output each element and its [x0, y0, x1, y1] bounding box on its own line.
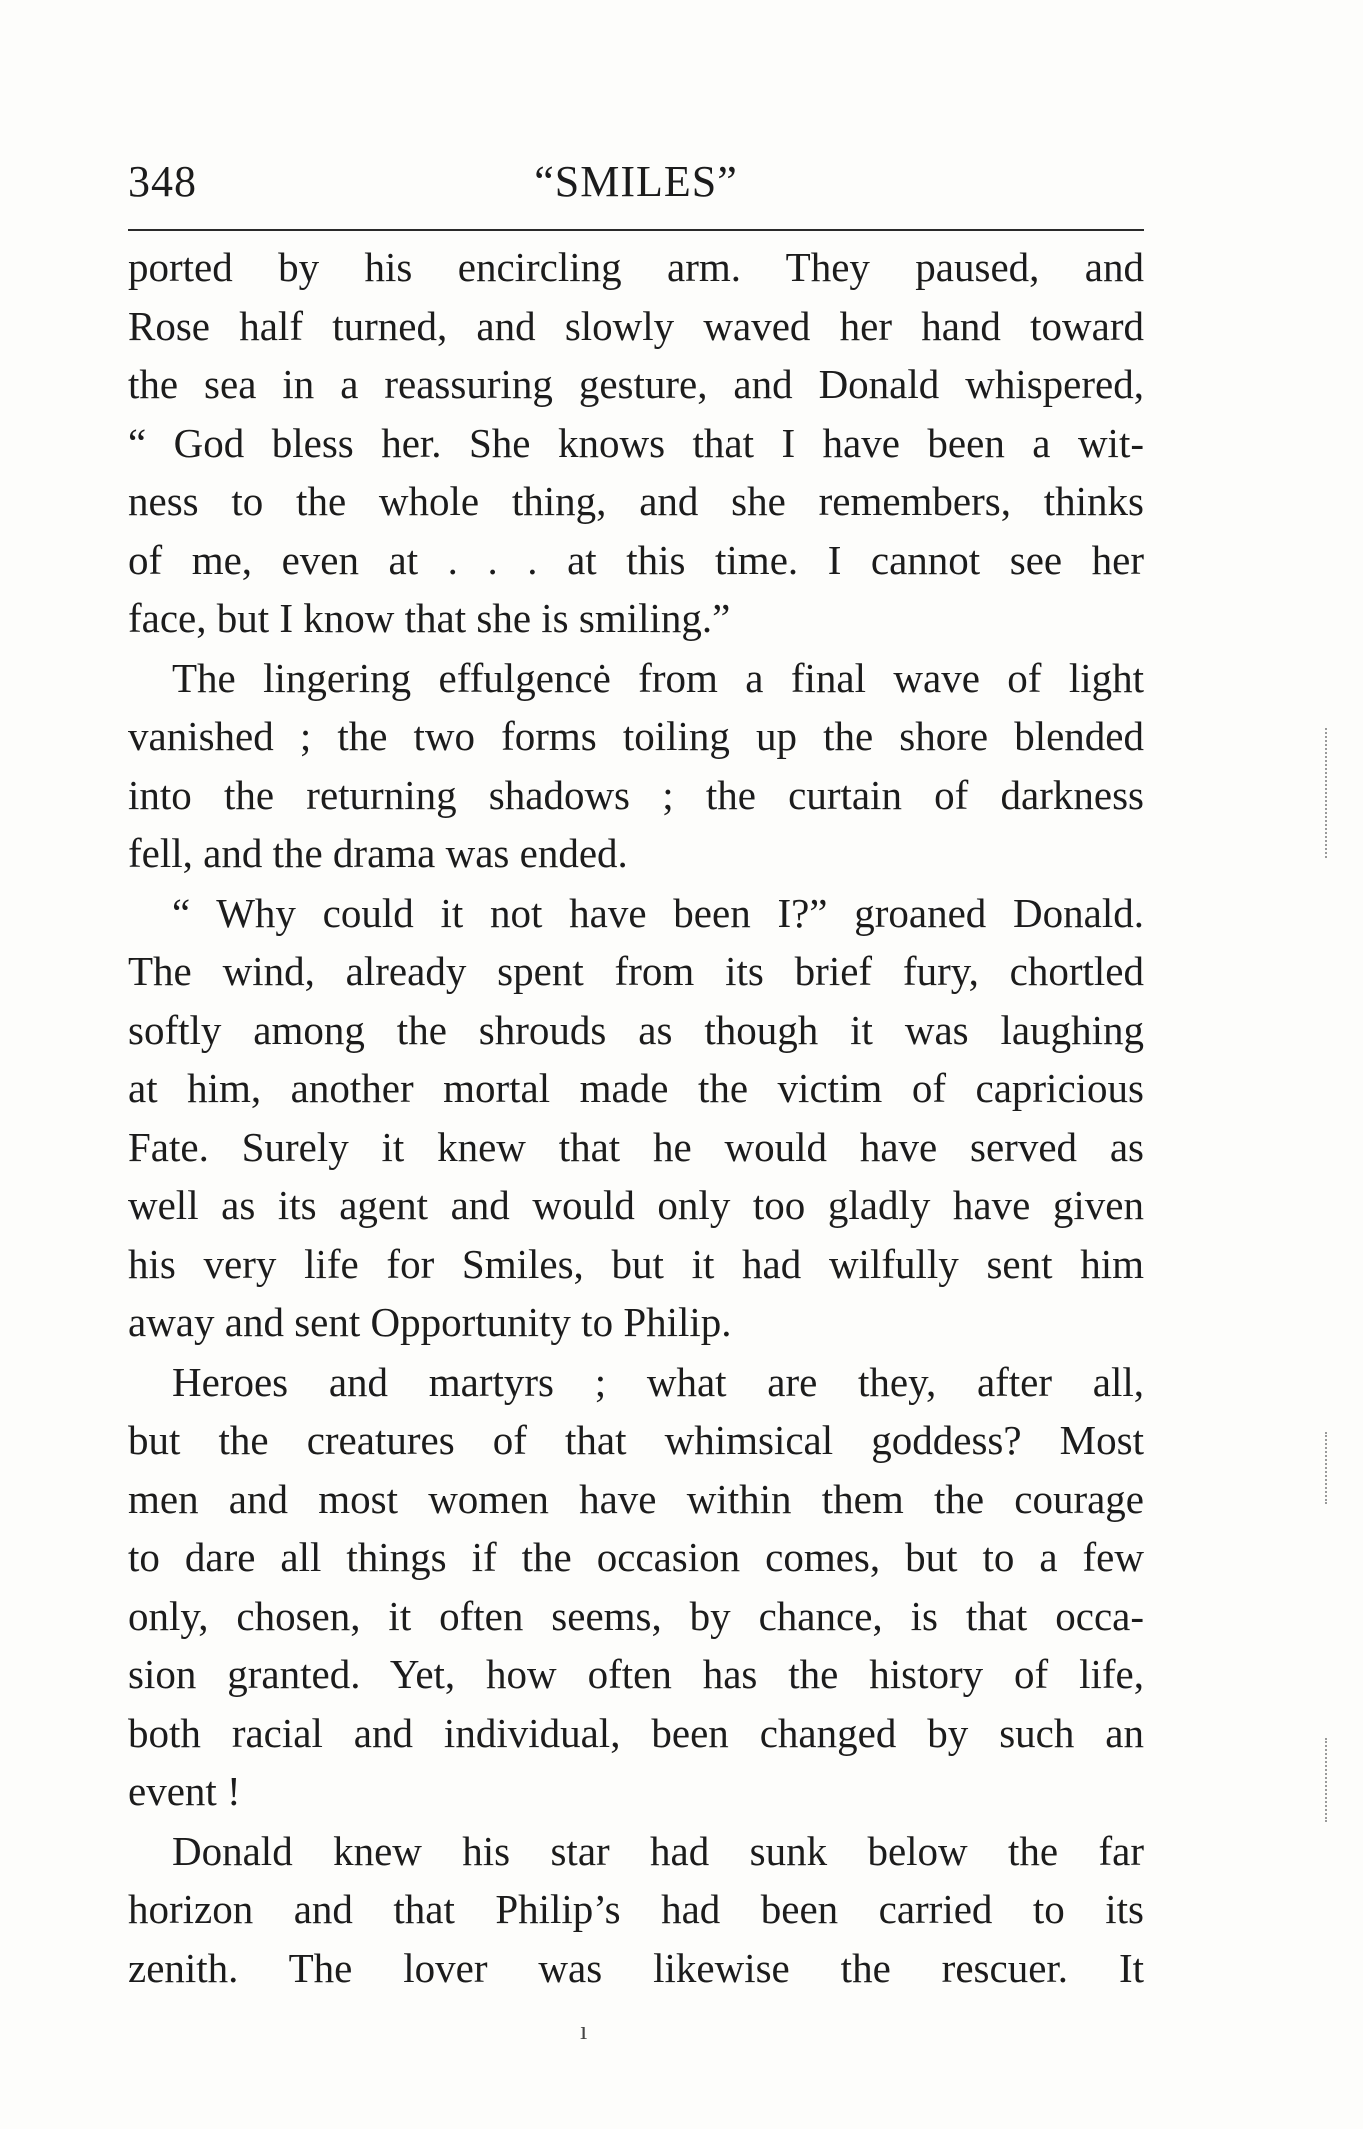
text-line: “ Why could it not have been I?” groaned Donald. — [172, 889, 1144, 936]
text-line: fell, and the drama was ended. — [128, 830, 628, 876]
paragraph — [128, 1353, 1144, 1821]
text-line: event ! — [128, 1768, 241, 1814]
footer-mark: ı — [580, 2016, 588, 2045]
text-line: his very life for Smiles, but it had wilfully sent him — [128, 1240, 1144, 1287]
text-line: at him, another mortal made the victim of capricious — [128, 1065, 1144, 1111]
text-line: “ God bless her. She knows that I have been a wit- — [128, 419, 1144, 466]
text-line: Fate. Surely it knew that he would have served as — [128, 1123, 1144, 1170]
paragraph — [128, 238, 1144, 648]
text-line: of me, even at . . . at this time. I cannot see her — [128, 536, 1144, 583]
text-line: Donald knew his star had sunk below the far — [172, 1827, 1144, 1874]
text-line: vanished ; the two forms toiling up the shore blended — [128, 713, 1144, 759]
paragraph — [128, 884, 1144, 1352]
text-line: ness to the whole thing, and she remembers, thinks — [128, 478, 1144, 524]
text-line: well as its agent and would only too gladly have given — [128, 1182, 1144, 1228]
text-line: face, but I know that she is smiling.” — [128, 595, 731, 641]
body-text — [128, 238, 1144, 1997]
text-line: Heroes and martyrs ; what are they, after all, — [172, 1358, 1144, 1405]
text-line: zenith. The lover was likewise the rescuer. It — [128, 1944, 1144, 1991]
text-line: sion granted. Yet, how often has the history of life, — [128, 1651, 1144, 1697]
running-title: “SMILES” — [534, 157, 738, 206]
text-line: The lingering effulgencė from a final wave of light — [172, 654, 1144, 701]
text-line: into the returning shadows ; the curtain of darkness — [128, 771, 1144, 818]
text-line: The wind, already spent from its brief fury, chortled — [128, 948, 1144, 994]
text-line: only, chosen, it often seems, by chance, is that occa- — [128, 1592, 1144, 1639]
text-line: ported by his encircling arm. They paused, and — [128, 244, 1144, 290]
text-line: to dare all things if the occasion comes, but to a few — [128, 1534, 1144, 1580]
page-number: 348 — [128, 157, 197, 206]
text-line: men and most women have within them the courage — [128, 1475, 1144, 1522]
header-rule — [128, 229, 1144, 231]
text-line: horizon and that Philip’s had been carried to its — [128, 1886, 1144, 1932]
text-line: both racial and individual, been changed by such an — [128, 1709, 1144, 1756]
margin-specks — [1325, 1738, 1330, 1822]
text-line: away and sent Opportunity to Philip. — [128, 1299, 732, 1345]
paragraph — [128, 1822, 1144, 1998]
margin-specks — [1325, 1432, 1330, 1504]
text-line: softly among the shrouds as though it was laughing — [128, 1006, 1144, 1053]
paragraph — [128, 649, 1144, 883]
margin-specks — [1325, 728, 1330, 858]
text-line: but the creatures of that whimsical goddess? Most — [128, 1417, 1144, 1463]
text-line: Rose half turned, and slowly waved her hand toward — [128, 302, 1144, 349]
text-line: the sea in a reassuring gesture, and Donald whispered, — [128, 361, 1144, 407]
page-header — [128, 150, 1144, 214]
